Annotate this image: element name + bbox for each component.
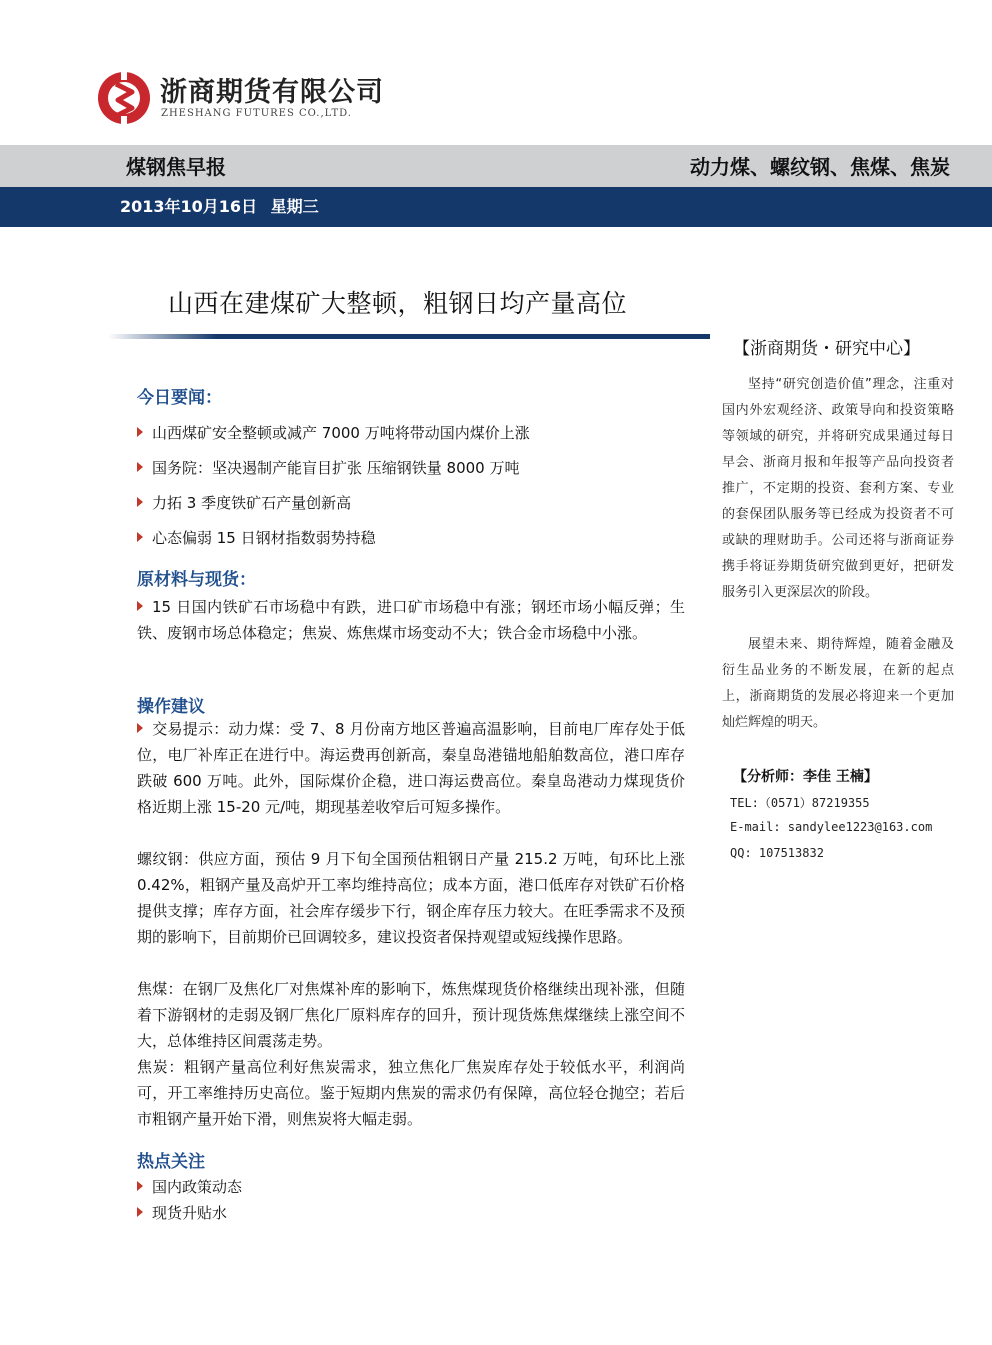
report-date: 2013年10月16日 星期三 xyxy=(120,197,319,216)
report-header-bar xyxy=(0,145,992,187)
company-logo-icon xyxy=(96,70,152,126)
bullet-arrow-icon xyxy=(137,601,143,611)
spot-heading: 原材料与现货： xyxy=(137,570,256,590)
bullet-arrow-icon xyxy=(137,497,143,507)
news-heading: 今日要闻： xyxy=(137,388,222,408)
bullet-arrow-icon xyxy=(137,532,143,542)
bullet-arrow-icon xyxy=(137,723,143,733)
report-name: 煤钢焦早报 xyxy=(126,155,226,179)
spot-paragraph: 15 日国内铁矿石市场稳中有跌，进口矿市场稳中有涨；钢坯市场小幅反弹；生铁、废钢市场总体稳定；焦炭、炼焦煤市场变动不大；铁合金市场稳中小涨。 xyxy=(137,598,685,642)
bullet-arrow-icon xyxy=(137,1181,143,1191)
sidebar-heading: 【浙商期货・研究中心】 xyxy=(733,339,920,359)
advice-thermal-coal: 交易提示：动力煤：受 7、8 月份南方地区普遍高温影响，目前电厂库存处于低位，电厂补库正在进行中。海运费再创新高，秦皇岛港锚地船舶数高位，港口库存跌破 600 万吨。此外，国际煤价企稳，进口海运费高位。秦皇岛港动力煤现货价格近期上涨 15-20 元/吨，期现基差收窄后可短多操作。 xyxy=(137,720,685,816)
company-name-cn: 浙商期货有限公司 xyxy=(160,77,384,108)
analyst-names: 【分析师：李佳 王楠】 xyxy=(733,769,878,785)
bullet-arrow-icon xyxy=(137,462,143,472)
advice-coke: 焦炭：粗钢产量高位利好焦炭需求，独立焦化厂焦炭库存处于较低水平，利润尚可，开工率维持历史高位。鉴于短期内焦炭的需求仍有保障，高位轻仓抛空；若后市粗钢产量开始下滑，则焦炭将大幅走弱。 xyxy=(137,1058,685,1128)
news-item: 国务院：坚决遏制产能盲目扩张 压缩钢铁量 8000 万吨 xyxy=(137,457,685,478)
news-item: 山西煤矿安全整顿或减产 7000 万吨将带动国内煤价上涨 xyxy=(137,422,685,443)
news-item: 心态偏弱 15 日钢材指数弱势持稳 xyxy=(137,527,685,548)
bullet-arrow-icon xyxy=(137,1207,143,1217)
advice-heading: 操作建议 xyxy=(137,697,205,717)
company-name-en: ZHESHANG FUTURES CO.,LTD. xyxy=(161,108,352,119)
contact-email: E-mail: sandylee1223@163.com xyxy=(730,820,933,834)
hot-heading: 热点关注 xyxy=(137,1152,205,1172)
contact-tel: TEL:（0571）87219355 xyxy=(730,796,870,810)
hot-item: 现货升贴水 xyxy=(137,1202,685,1223)
title-divider xyxy=(108,334,710,339)
sidebar-paragraph-1: 坚持“研究创造价值”理念，注重对国内外宏观经济、政策导向和投资策略等领域的研究，并将研究成果通过每日早会、浙商月报和年报等产品向投资者推广，不定期的投资、套利方案、专业的套保团队服务等已经成为投资者不可或缺的理财助手。公司还将与浙商证券携手将证券期货研究做到更好，把研发服务引入更深层次的阶段。 xyxy=(722,377,954,600)
date-bar xyxy=(0,187,992,227)
hot-item: 国内政策动态 xyxy=(137,1176,685,1197)
news-item: 力拓 3 季度铁矿石产量创新高 xyxy=(137,492,685,513)
bullet-arrow-icon xyxy=(137,427,143,437)
sidebar-paragraph-2: 展望未来、期待辉煌，随着金融及衍生品业务的不断发展，在新的起点上，浙商期货的发展必将迎来一个更加灿烂辉煌的明天。 xyxy=(722,637,954,730)
report-products: 动力煤、螺纹钢、焦煤、焦炭 xyxy=(690,155,950,179)
page-title: 山西在建煤矿大整顿，粗钢日均产量高位 xyxy=(168,289,628,318)
contact-qq: QQ: 107513832 xyxy=(730,846,824,860)
advice-rebar: 螺纹钢：供应方面，预估 9 月下旬全国预估粗钢日产量 215.2 万吨，旬环比上涨 0.42%，粗钢产量及高炉开工率均维持高位；成本方面，港口低库存对铁矿石价格提供支撑；库存方面，社会库存缓步下行，钢企库存压力较大。在旺季需求不及预期的影响下，目前期价已回调较多，建议投资者保持观望或短线操作思路。 xyxy=(137,850,685,946)
advice-coking-coal: 焦煤：在钢厂及焦化厂对焦煤补库的影响下，炼焦煤现货价格继续出现补涨，但随着下游钢材的走弱及钢厂焦化厂原料库存的回升，预计现货炼焦煤继续上涨空间不大，总体维持区间震荡走势。 xyxy=(137,980,685,1050)
